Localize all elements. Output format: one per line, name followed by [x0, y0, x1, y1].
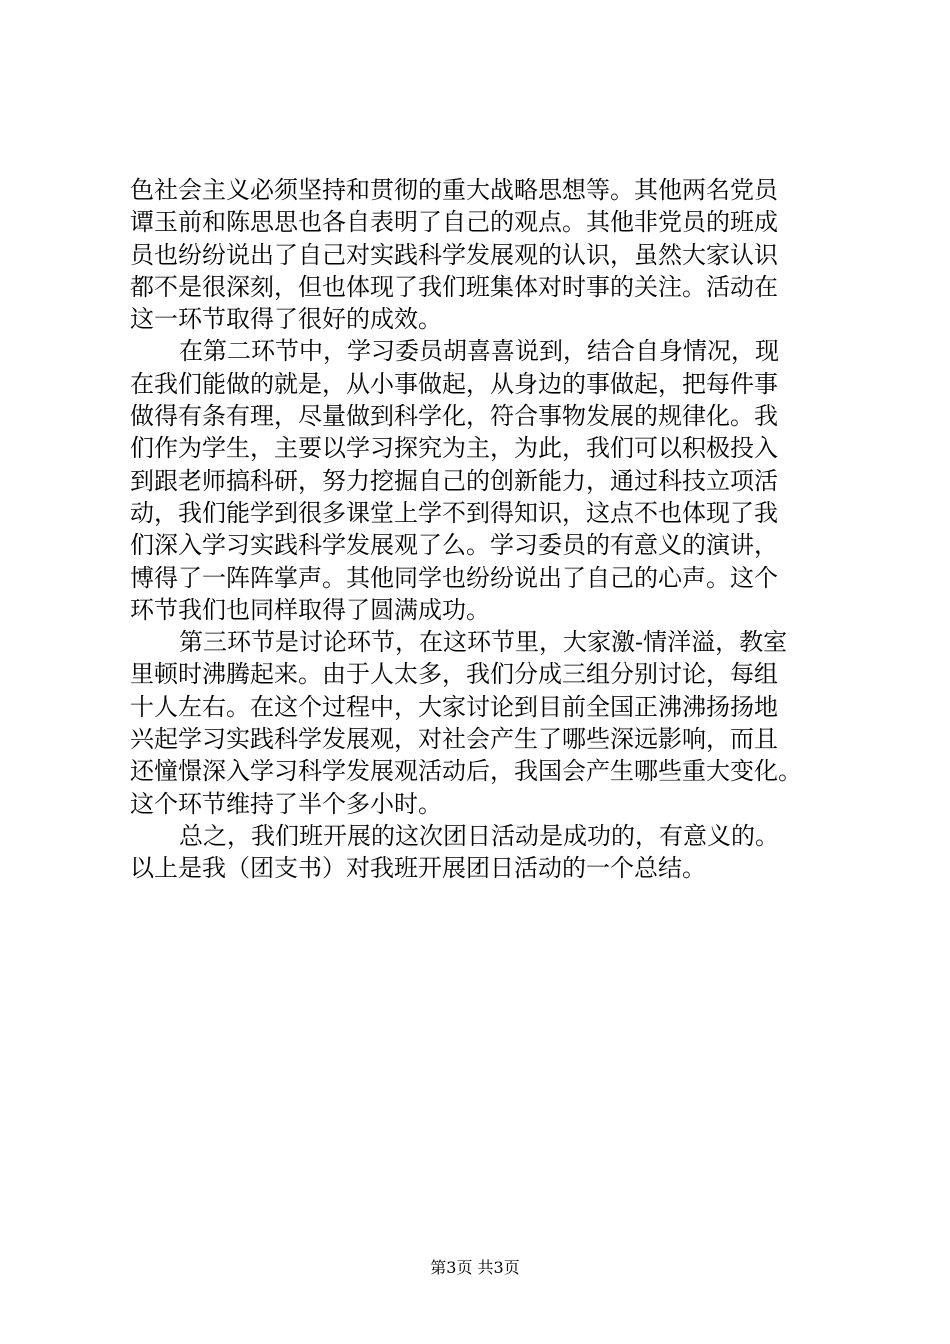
text-line: 十人左右。在这个过程中，大家讨论到目前全国正沸沸扬扬地: [130, 692, 778, 721]
body-text: [130, 174, 830, 885]
text-line: 做得有条有理，尽量做到科学化，符合事物发展的规律化。我: [130, 402, 778, 431]
text-line: 色社会主义必须坚持和贯彻的重大战略思想等。其他两名党员: [130, 176, 778, 204]
page-number-footer: 第3页 共3页: [430, 1258, 520, 1277]
text-line: 都不是很深刻，但也体现了我们班集体对时事的关注。活动在: [130, 272, 778, 301]
text-line: 这个环节维持了半个多小时。: [130, 789, 442, 818]
text-line: 到跟老师搞科研，努力挖掘自己的创新能力，通过科技立项活: [130, 466, 778, 495]
text-line: 博得了一阵阵掌声。其他同学也纷纷说出了自己的心声。这个: [130, 563, 778, 592]
paragraph-first-line: 总之，我们班开展的这次团日活动是成功的，有意义的。: [179, 821, 779, 850]
text-line: 们深入学习实践科学发展观了么。学习委员的有意义的演讲，: [130, 531, 778, 560]
text-line: 还憧憬深入学习科学发展观活动后，我国会产生哪些重大变化。: [130, 757, 802, 786]
text-line: 们作为学生，主要以学习探究为主，为此，我们可以积极投入: [130, 434, 778, 463]
text-line: 在我们能做的就是，从小事做起，从身边的事做起，把每件事: [130, 369, 778, 398]
text-line: 以上是我（团支书）对我班开展团日活动的一个总结。: [130, 854, 706, 883]
text-line: 环节我们也同样取得了圆满成功。: [130, 595, 490, 624]
text-line: 这一环节取得了很好的成效。: [130, 305, 442, 334]
text-line: 动，我们能学到很多课堂上学不到得知识，这点不也体现了我: [130, 498, 778, 527]
text-line: 兴起学习实践科学发展观，对社会产生了哪些深远影响，而且: [130, 725, 778, 754]
paragraph-first-line: 第三环节是讨论环节，在这环节里，大家激-情洋溢，教室: [179, 628, 788, 657]
text-line: 谭玉前和陈思思也各自表明了自己的观点。其他非党员的班成: [130, 208, 778, 237]
text-line: 里顿时沸腾起来。由于人太多，我们分成三组分别讨论，每组: [130, 660, 778, 689]
text-line: 员也纷纷说出了自己对实践科学发展观的认识，虽然大家认识: [130, 240, 778, 269]
paragraph-first-line: 在第二环节中，学习委员胡喜喜说到，结合自身情况，现: [179, 337, 779, 366]
